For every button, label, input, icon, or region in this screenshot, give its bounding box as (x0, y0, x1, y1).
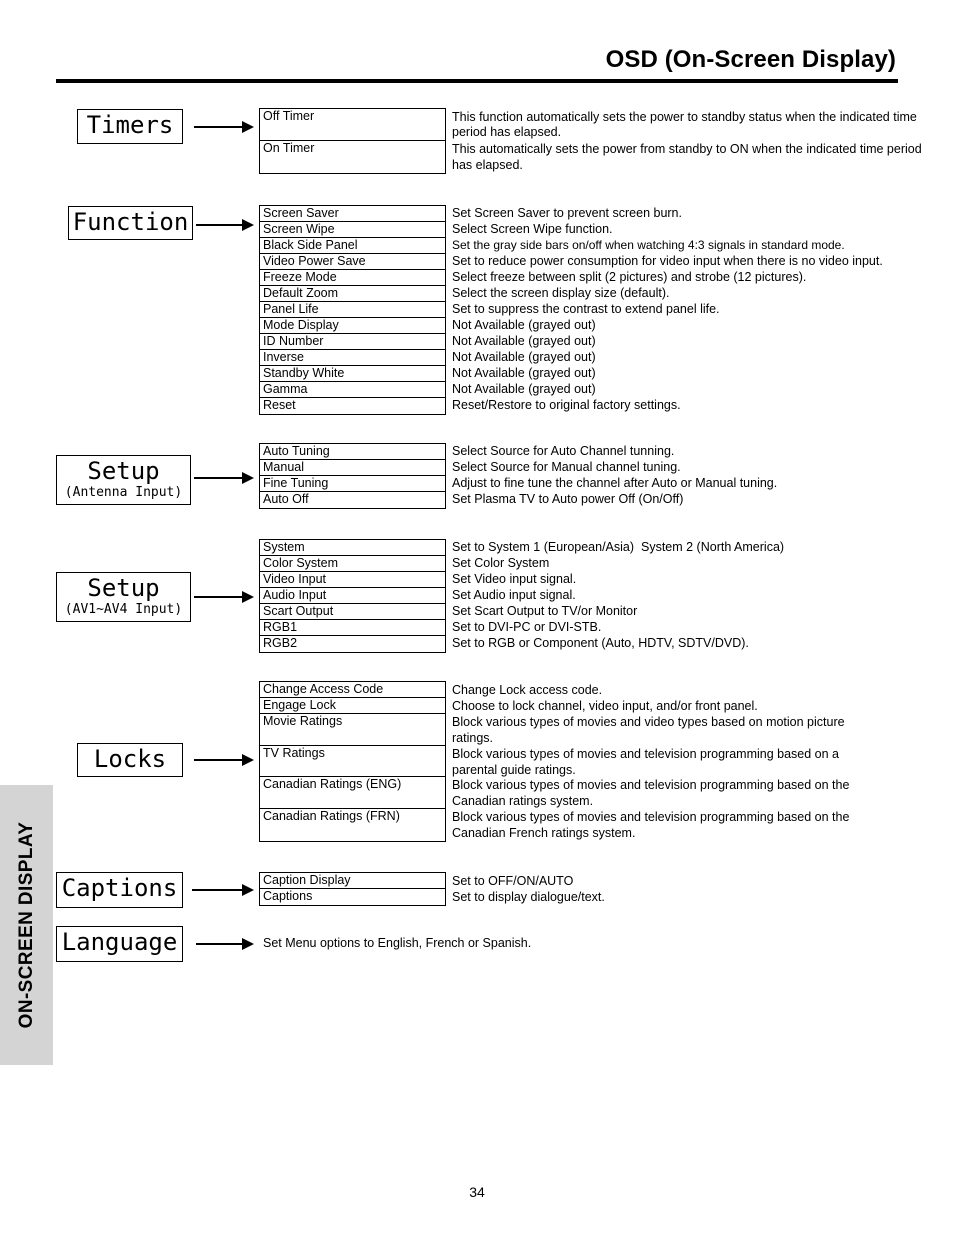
item-rgb1: RGB1 (260, 620, 445, 636)
arrow-icon (194, 126, 252, 128)
item-freeze-mode: Freeze Mode (260, 270, 445, 286)
item-audio-input: Audio Input (260, 588, 445, 604)
item-list-setup-antenna (259, 443, 446, 509)
desc-item: Set Video input signal. (452, 572, 577, 586)
item-system: System (260, 540, 445, 556)
desc-item: Select Source for Manual channel tuning. (452, 460, 681, 474)
item-panel-life: Panel Life (260, 302, 445, 318)
desc-item: Set the gray side bars on/off when watching 4:3 signals in standard mode. (452, 238, 845, 252)
item-list-locks (259, 681, 446, 842)
item-list-captions (259, 872, 446, 906)
menu-box-setup-antenna (56, 455, 191, 505)
item-list-setup-av (259, 539, 446, 653)
page-title: OSD (On-Screen Display) (605, 46, 896, 73)
menu-name: Language (61, 928, 178, 956)
item-engage-lock: Engage Lock (260, 698, 445, 714)
desc-item: Set to OFF/ON/AUTO (452, 874, 574, 888)
item-screen-wipe: Screen Wipe (260, 222, 445, 238)
item-change-access-code: Change Access Code (260, 682, 445, 698)
menu-name: Locks (93, 745, 167, 773)
desc-item: Set to display dialogue/text. (452, 890, 605, 904)
desc-list-setup-av (452, 539, 922, 651)
arrow-icon (196, 224, 252, 226)
desc-item: Set to suppress the contrast to extend panel life. (452, 302, 720, 316)
menu-box-locks (77, 743, 183, 777)
desc-item: Set Scart Output to TV/or Monitor (452, 604, 638, 618)
desc-item: Select Source for Auto Channel tunning. (452, 444, 675, 458)
desc-list-captions (452, 873, 922, 905)
page-number: 34 (469, 1184, 485, 1200)
item-off-timer: Off Timer (260, 109, 445, 141)
desc-item: Not Available (grayed out) (452, 350, 596, 364)
menu-subtitle: (AV1~AV4 Input) (64, 602, 183, 617)
menu-box-captions (56, 872, 183, 908)
menu-subtitle: (Antenna Input) (64, 485, 183, 500)
desc-item: Select the screen display size (default). (452, 286, 670, 300)
desc-item: Set to DVI-PC or DVI-STB. (452, 620, 602, 634)
item-caption-display: Caption Display (260, 873, 445, 889)
arrow-icon (192, 889, 252, 891)
desc-item: Set to reduce power consumption for video input when there is no video input. (452, 254, 883, 268)
desc-item: Not Available (grayed out) (452, 318, 596, 332)
item-video-input: Video Input (260, 572, 445, 588)
item-fine-tuning: Fine Tuning (260, 476, 445, 492)
desc-item: Select freeze between split (2 pictures) and strobe (12 pictures). (452, 270, 807, 284)
side-tab-label: ON-SCREEN DISPLAY (15, 821, 37, 1029)
menu-box-language (56, 926, 183, 962)
menu-box-setup-av (56, 572, 191, 622)
menu-box-function (68, 206, 193, 240)
item-default-zoom: Default Zoom (260, 286, 445, 302)
desc-item: Block various types of movies and television programming based on the Canadian ratings system. (452, 778, 850, 808)
desc-item: Not Available (grayed out) (452, 334, 596, 348)
desc-off-timer: This function automatically sets the power to standby status when the indicated time period has elapsed. (452, 110, 917, 139)
item-id-number: ID Number (260, 334, 445, 350)
item-standby-white: Standby White (260, 366, 445, 382)
desc-item: Not Available (grayed out) (452, 382, 596, 396)
title-rule (56, 79, 898, 83)
desc-item: Block various types of movies and video types based on motion picture ratings. (452, 715, 845, 745)
desc-item: Set to RGB or Component (Auto, HDTV, SDTV/DVD). (452, 636, 749, 650)
desc-list-locks (452, 682, 872, 841)
item-on-timer: On Timer (263, 141, 315, 155)
item-screen-saver: Screen Saver (260, 206, 445, 222)
item-inverse: Inverse (260, 350, 445, 366)
item-manual: Manual (260, 460, 445, 476)
item-list-timers (259, 108, 446, 174)
desc-item: Set Color System (452, 556, 550, 570)
menu-name: Captions (61, 874, 178, 902)
desc-item: Set Audio input signal. (452, 588, 576, 602)
desc-item: Change Lock access code. (452, 683, 603, 697)
menu-name: Setup (87, 457, 160, 485)
item-list-function (259, 205, 446, 415)
side-tab (0, 785, 53, 1065)
item-rgb2: RGB2 (263, 636, 298, 650)
arrow-icon (194, 759, 252, 761)
item-canadian-ratings-eng: Canadian Ratings (ENG) (260, 777, 445, 809)
desc-language: Set Menu options to English, French or Spanish. (263, 936, 532, 950)
menu-name: Setup (87, 574, 160, 602)
desc-item: Set Plasma TV to Auto power Off (On/Off) (452, 492, 684, 506)
item-captions: Captions (263, 889, 313, 903)
menu-name: Function (72, 208, 189, 236)
desc-on-timer: This automatically sets the power from standby to ON when the indicated time period has elapsed. (452, 142, 922, 172)
desc-item: Not Available (grayed out) (452, 366, 596, 380)
arrow-icon (194, 477, 252, 479)
desc-item: Set Screen Saver to prevent screen burn. (452, 206, 682, 220)
item-mode-display: Mode Display (260, 318, 445, 334)
item-reset: Reset (263, 398, 296, 412)
arrow-icon (194, 596, 252, 598)
desc-item: Select Screen Wipe function. (452, 222, 613, 236)
item-black-side-panel: Black Side Panel (260, 238, 445, 254)
item-scart-output: Scart Output (260, 604, 445, 620)
desc-list-timers (452, 110, 922, 173)
desc-list-setup-antenna (452, 443, 922, 507)
item-auto-off: Auto Off (263, 492, 309, 506)
item-tv-ratings: TV Ratings (260, 746, 445, 777)
item-gamma: Gamma (260, 382, 445, 398)
desc-item: Block various types of movies and television programming based on the Canadian French ratings system. (452, 810, 850, 840)
item-color-system: Color System (260, 556, 445, 572)
desc-item: Block various types of movies and television programming based on a parental guide ratings. (452, 747, 840, 777)
item-video-power-save: Video Power Save (260, 254, 445, 270)
desc-list-function (452, 205, 922, 413)
item-movie-ratings: Movie Ratings (260, 714, 445, 746)
desc-item: Set to System 1 (European/Asia) System 2 (North America) (452, 540, 785, 554)
menu-name: Timers (86, 111, 174, 139)
item-auto-tuning: Auto Tuning (260, 444, 445, 460)
desc-item: Reset/Restore to original factory settings. (452, 398, 681, 412)
menu-box-timers (77, 109, 183, 144)
item-canadian-ratings-frn: Canadian Ratings (FRN) (263, 809, 400, 823)
desc-item: Adjust to fine tune the channel after Auto or Manual tuning. (452, 476, 778, 490)
arrow-icon (196, 943, 252, 945)
desc-item: Choose to lock channel, video input, and/or front panel. (452, 699, 758, 713)
